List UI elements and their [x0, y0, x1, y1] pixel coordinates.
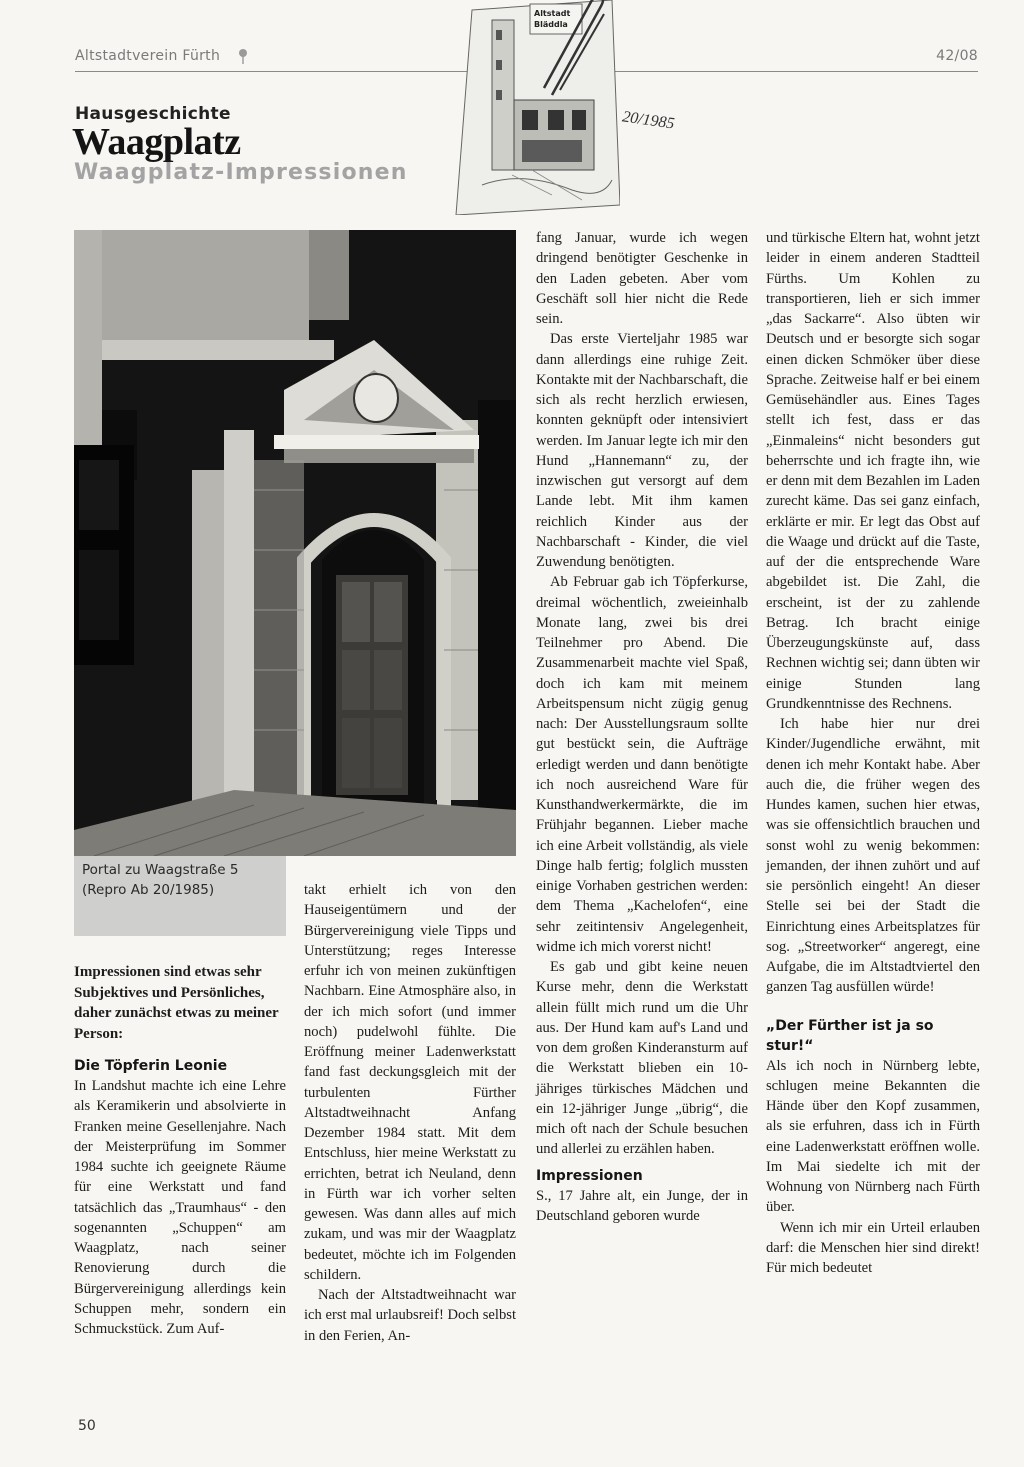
paragraph: Nach der Altstadtweihnacht war ich erst mal urlaubsreif! Doch selbst in den Ferien, An-	[304, 1287, 516, 1344]
paragraph: Ab Februar gab ich Töpferkurse, dreimal wöchentlich, zweieinhalb Monate lang, zwei bis drei Teilnehmer pro Abend. Die Zusammenarbeit machte viel Spaß, doch ich kam mit meinem Arbeitspensum nicht zügig genug nach: Der Ausstellungsraum sollte gut bestückt sein, die Aufträge erledigt werden und dann benötigte ich noch ausreichend Ware für Kunsthandwerkermärkte, die im Frühjahr begannen. Lieber mache ich eine Arbeit vollständig, als viele Dinge halb fertig; folglich mussten einige Vorhaben gestrichen werden: dem Thema „Kachelofen“, eine sehr zeitintensiv Angelegenheit, widme ich mich vorerst nicht!	[536, 574, 748, 955]
page-number: 50	[78, 1418, 96, 1434]
caption-line-1: Portal zu Waagstraße 5	[82, 862, 239, 878]
paragraph: fang Januar, wurde ich wegen dringend benötigter Geschenke in den Laden gebeten. Aber vom Geschäft soll hier nicht die Rede sein.	[536, 230, 748, 327]
thumbnail-label-2: Bläddla	[534, 20, 568, 29]
publisher-name: Altstadtverein Fürth	[75, 48, 221, 64]
column-4	[766, 228, 980, 1278]
paragraph: In Landshut machte ich eine Lehre als Keramikerin und absolvierte in Franken meine Gesellenjahre. Nach der Meisterprüfung im Sommer 1984 suchte ich geeignete Räume für eine Werkstatt und fand tatsächlich das „Traumhaus“ - den sogenannten „Schuppen“ am Waagplatz, nach seiner Renovierung durch die Bürgervereinigung allerdings kein Schuppen mehr, sondern ein Schmuckstück. Zum Auf-	[74, 1078, 286, 1337]
article-title: Waagplatz	[72, 121, 241, 163]
section-heading-toepferin: Die Töpferin Leonie	[74, 1058, 228, 1074]
thumbnail-label-1: Altstadt	[534, 9, 571, 18]
section-heading-impressionen: Impressionen	[536, 1167, 643, 1184]
caption-line-2: (Repro Ab 20/1985)	[82, 882, 215, 898]
paragraph: Als ich noch in Nürnberg lebte, schlugen meine Bekannten die Hände über den Kopf zusammen, als sie erfuhren, dass ich in Fürth eine Ladenwerkstatt eröffnen wolle. Im Mai siedelte ich mit der Wohnung von Nürnberg nach Fürth über.	[766, 1057, 980, 1216]
paragraph: Es gab und gibt keine neuen Kurse mehr, denn die Werkstatt allein füllt mich rund um die Uhr aus. Der Hund kam auf's Land und von dem großen Kinderansturm auf die Werkstatt blieben ein 10-jähriges türkisches Mädchen und ein 12-jähriger Junge „übrig“, die mich oft nach der Schule besuchen und allerlei zu erzählen haben.	[536, 959, 748, 1158]
photo-caption	[82, 860, 282, 900]
column-2	[304, 880, 516, 1346]
column-1	[74, 962, 286, 1339]
article-subtitle: Waagplatz-Impressionen	[74, 160, 408, 185]
issue-number: 42/08	[936, 48, 978, 64]
lead-paragraph: Impressionen sind etwas sehr Subjektives und Persönliches, daher zunächst etwas zu meiner Person:	[74, 964, 279, 1042]
issue-reference: 20/1985	[621, 108, 676, 133]
magazine-cover-thumbnail	[452, 0, 620, 215]
paragraph: takt erhielt ich von den Hauseigentümern und der Bürgervereinigung viele Tipps und Unterstützung; reges Interesse erfuhr ich von meinen zukünftigen Nachbarn. Eine Atmosphäre also, in der ich mich sofort (und immer noch) pudelwohl fühlte. Die Eröffnung meiner Ladenwerkstatt fand fast deckungsgleich mit der turbulenten Fürther Altstadtweihnacht Anfang Dezember 1984 statt. Mit dem Entschluss, hier meine Werkstatt zu errichten, betrat ich Neuland, denn in Fürth war ich vorher selten gewesen. Was dann alles auf mich zukam, und was mir der Waagplatz bedeutet, möchte ich im Folgenden schildern.	[304, 882, 516, 1283]
column-3	[536, 228, 748, 1226]
paragraph: und türkische Eltern hat, wohnt jetzt leider in einem anderen Stadtteil Fürths. Um Kohlen zu transportieren, lieh er sich immer „das Sackarre“. Also übten wir Deutsch und er besorgte sich sogar einen dicken Schmöker über diese Sprache. Zeitweise half er bei einem Gemüsehändler aus. Eines Tages stellt ich fest, dass er das „Einmaleins“ nicht besonders gut beherrschte und ich fragte ihn, wie er denn mit dem Bezahlen im Laden zurecht käme. Das sei ganz einfach, erklärte er mir. Er legt das Obst auf die Waage und drückt auf die Taste, auf der die entsprechende Ware abgebildet ist. Die Zahl, die erscheint, ist der zu zahlende Betrag. Ich bracht einige Überzeugungskünste auf, dass Rechnen wichtig sei; dann übten wir einige Stunden lang Grundkenntnisse des Rechnens.	[766, 230, 980, 712]
paragraph: S., 17 Jahre alt, ein Junge, der in Deutschland geboren wurde	[536, 1187, 748, 1224]
portal-photo	[74, 230, 516, 856]
pin-icon	[238, 48, 248, 64]
paragraph: Wenn ich mir ein Urteil erlauben darf: die Menschen hier sind direkt! Für mich bedeutet	[766, 1219, 980, 1276]
paragraph: Ich habe hier nur drei Kinder/Jugendliche erwähnt, mit denen ich mehr Kontakt habe. Aber auch die, die früher wegen des Hundes kamen, suchen hier etwas, was sie offensichtlich brauchen und sonst wohl zu wenig bekommen: jemanden, der ihnen zuhört und auf sie persönlich eingeht! An dieser Stelle sei bei der Stadt die Einrichtung eines Arbeitsplatzes für sog. „Streetworker“ angeregt, eine Aufgabe, die im Altstadtviertel den ganzen Tag ausfüllen würde!	[766, 716, 980, 996]
section-kicker: Hausgeschichte	[75, 104, 231, 124]
section-heading-stur: „Der Fürther ist ja so stur!“	[766, 1017, 934, 1054]
paragraph: Das erste Vierteljahr 1985 war dann allerdings eine ruhige Zeit. Kontakte mit der Nachbarschaft, die sich als recht herzlich erwiesen, konnten geknüpft oder intensiviert werden. Im Januar legte ich mir den Hund „Hannemann“ zu, der inzwischen gut versorgt auf dem Lande lebt. Mit ihm kamen reichlich Kinder aus der Nachbarschaft - Kinder, die viel Zuwendung benötigten.	[536, 331, 748, 570]
